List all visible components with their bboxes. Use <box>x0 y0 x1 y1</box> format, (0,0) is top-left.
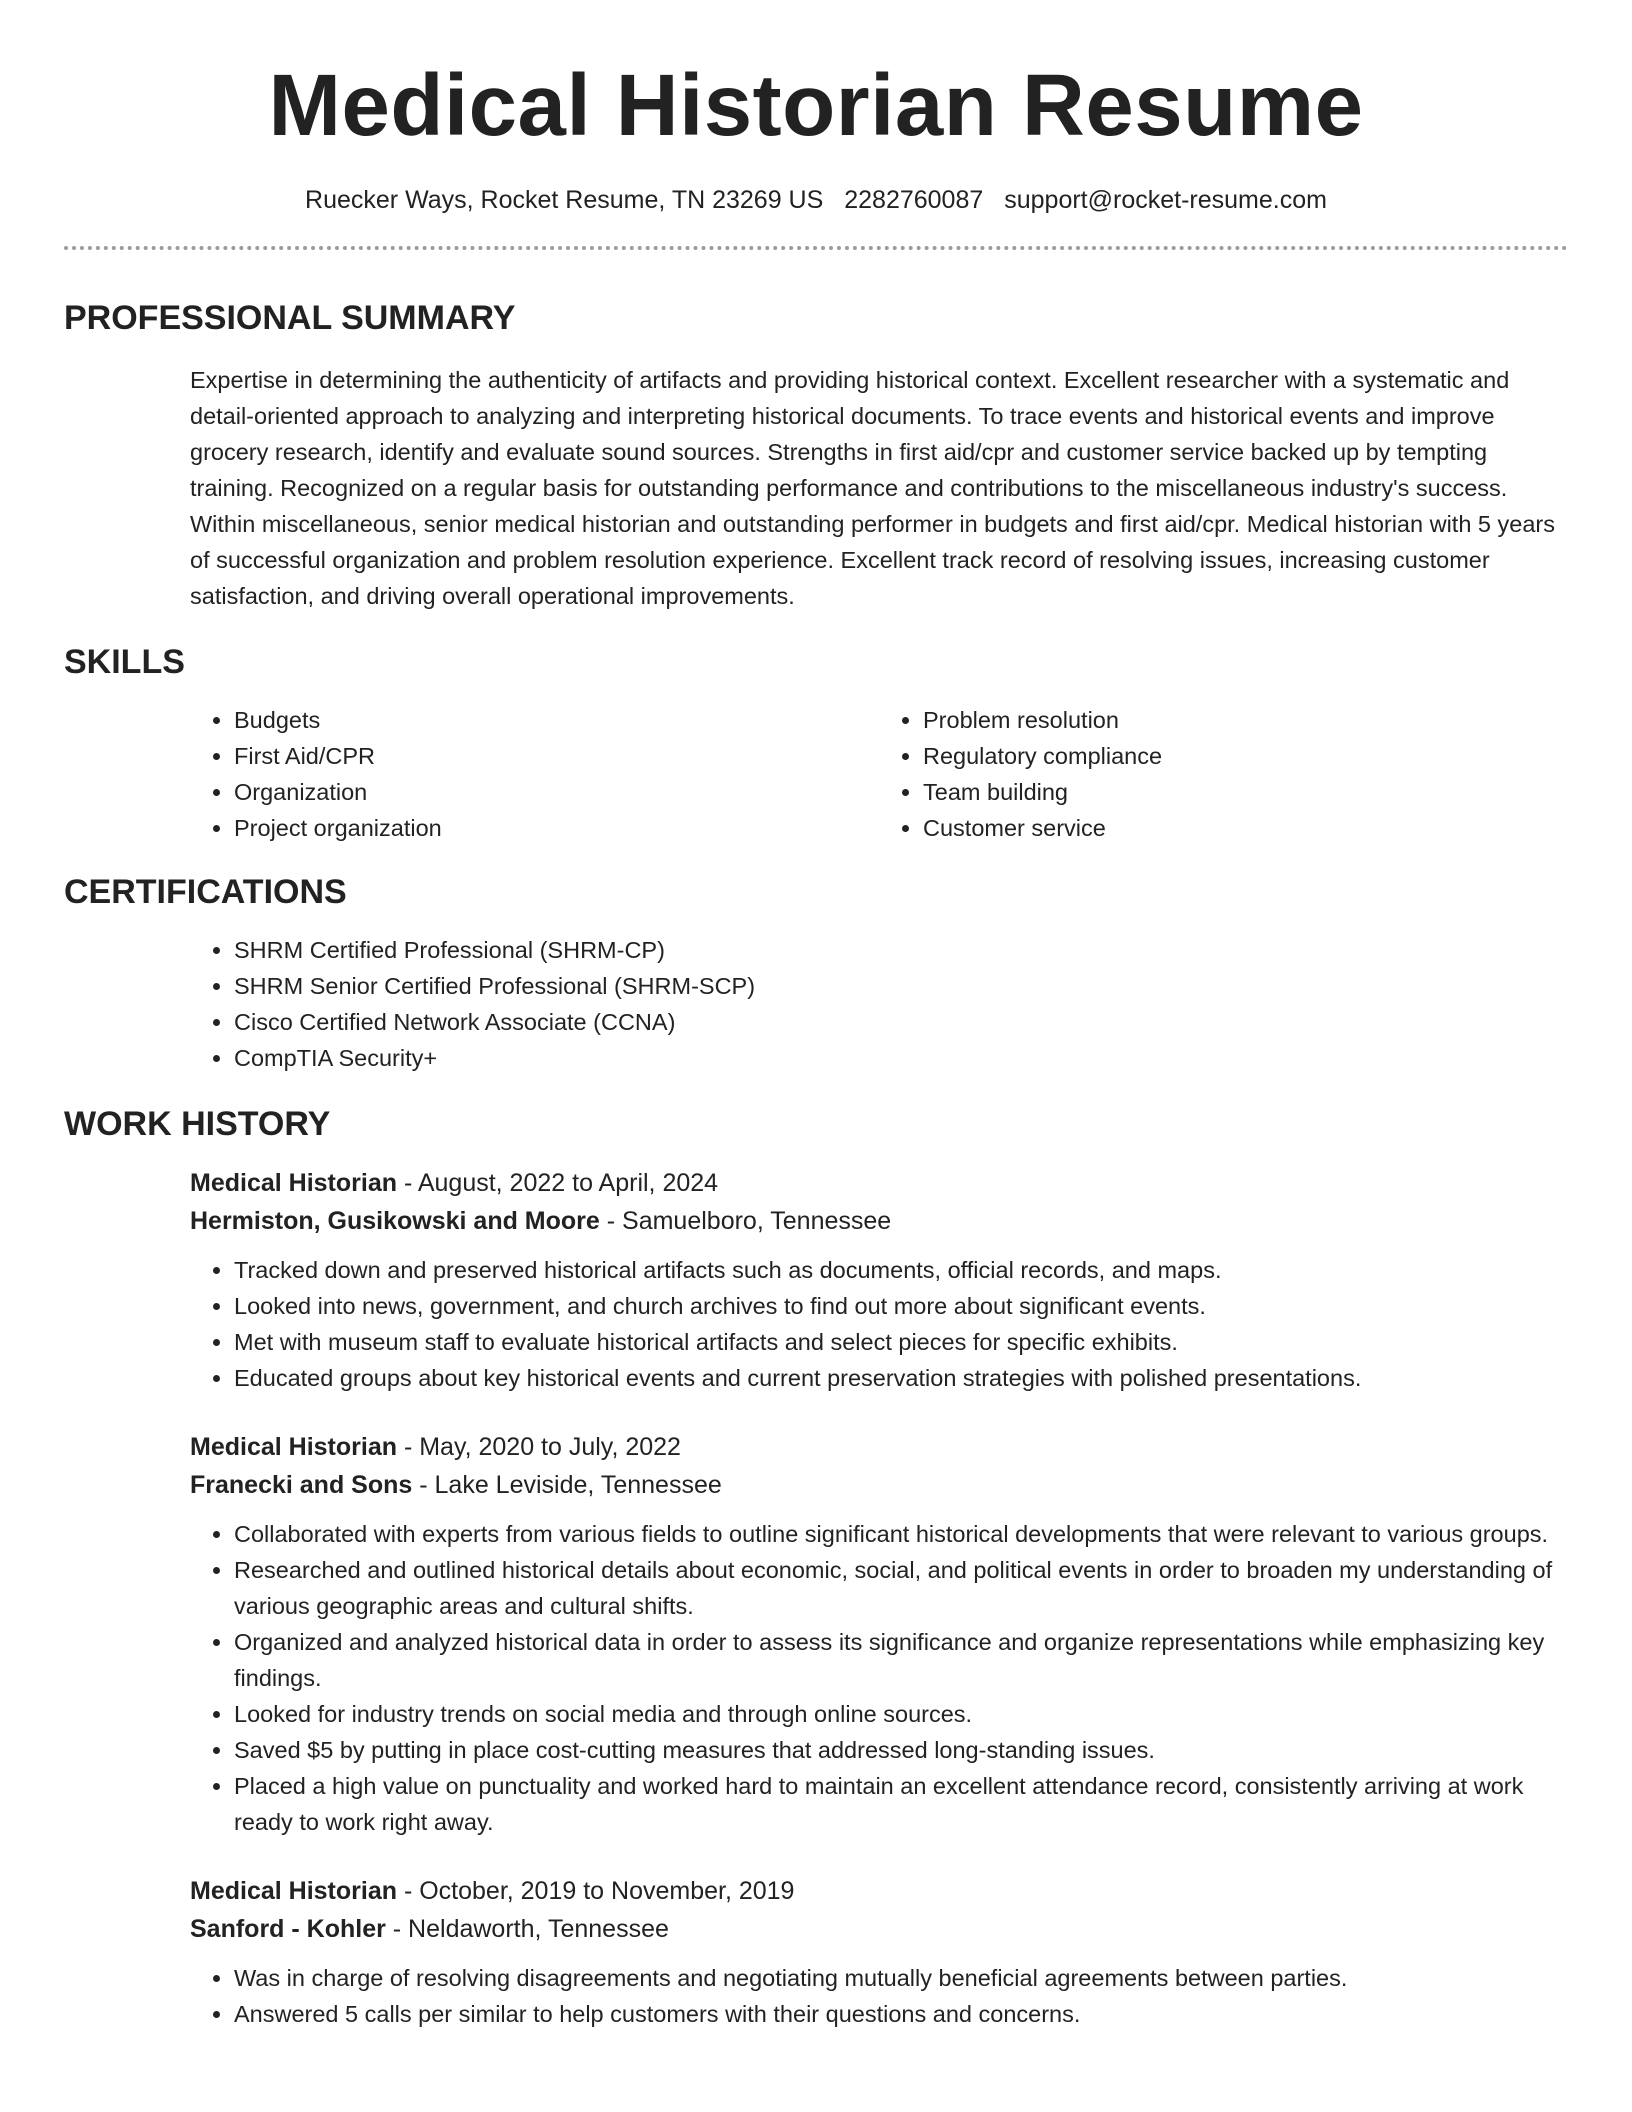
job-bullets <box>190 1516 1568 1840</box>
certifications-heading: CERTIFICATIONS <box>64 873 347 911</box>
skill-item: • Regulatory compliance <box>923 738 1568 774</box>
job-company: Sanford - Kohler <box>190 1915 386 1943</box>
skills-column-right <box>879 702 1568 846</box>
certifications-list <box>190 932 1568 1076</box>
job-bullet: • Answered 5 calls per similar to help customers with their questions and concerns. <box>234 1996 1568 2032</box>
summary-heading: PROFESSIONAL SUMMARY <box>64 299 516 337</box>
job-entry <box>190 1428 1568 1840</box>
job-bullet: • Placed a high value on punctuality and worked hard to maintain an excellent attendance record, consistently arriving at work ready to work right away. <box>234 1768 1568 1840</box>
job-bullets <box>190 1960 1568 2032</box>
job-company-line <box>190 1202 1568 1240</box>
job-bullet: • Was in charge of resolving disagreements and negotiating mutually beneficial agreements between parties. <box>234 1960 1568 1996</box>
job-title-line <box>190 1428 1568 1466</box>
contact-phone: 2282760087 <box>844 186 984 214</box>
skill-item: • Customer service <box>923 810 1568 846</box>
job-bullet: • Collaborated with experts from various fields to outline significant historical developments that were relevant to various groups. <box>234 1516 1568 1552</box>
job-bullet: • Researched and outlined historical details about economic, social, and political events in order to broaden my understanding of various geographic areas and cultural shifts. <box>234 1552 1568 1624</box>
skills-column-left <box>190 702 879 846</box>
job-bullet: • Met with museum staff to evaluate historical artifacts and select pieces for specific exhibits. <box>234 1324 1568 1360</box>
skill-item: • Project organization <box>234 810 879 846</box>
work-history-heading: WORK HISTORY <box>64 1105 331 1143</box>
job-dates: - May, 2020 to July, 2022 <box>397 1433 681 1461</box>
job-location: - Samuelboro, Tennessee <box>599 1207 892 1235</box>
resume-title: Medical Historian Resume <box>268 57 1364 154</box>
job-bullet: • Educated groups about key historical events and current preservation strategies with polished presentations. <box>234 1360 1568 1396</box>
skill-item: • Problem resolution <box>923 702 1568 738</box>
skills-heading: SKILLS <box>64 643 185 681</box>
job-company-line <box>190 1910 1568 1948</box>
job-bullet: • Saved $5 by putting in place cost-cutting measures that addressed long-standing issues. <box>234 1732 1568 1768</box>
certifications-ul <box>190 932 1568 1076</box>
job-company: Hermiston, Gusikowski and Moore <box>190 1207 600 1235</box>
job-location: - Lake Leviside, Tennessee <box>412 1471 722 1499</box>
job-company: Franecki and Sons <box>190 1471 413 1499</box>
job-bullet: • Organized and analyzed historical data in order to assess its significance and organize representations while emphasizing key findings. <box>234 1624 1568 1696</box>
job-company-line <box>190 1466 1568 1504</box>
job-title: Medical Historian <box>190 1169 397 1197</box>
job-title-line <box>190 1164 1568 1202</box>
summary-text: Expertise in determining the authenticity of artifacts and providing historical context. Excellent researcher with a systematic and detail-oriented approach to analyzing and interpreting historical documents. To trace events and historical events and improve grocery research, identify and evaluate sound sources. Strengths in first aid/cpr and customer service backed up by tempting training. Recognized on a regular basis for outstanding performance and contributions to the miscellaneous industry's success. Within miscellaneous, senior medical historian and outstanding performer in budgets and first aid/cpr. Medical historian with 5 years of successful organization and problem resolution experience. Excellent track record of resolving issues, increasing customer satisfaction, and driving overall operational improvements. <box>190 367 1555 609</box>
job-bullet: • Tracked down and preserved historical artifacts such as documents, official records, and maps. <box>234 1252 1568 1288</box>
job-location: - Neldaworth, Tennessee <box>385 1915 669 1943</box>
skill-item: • Team building <box>923 774 1568 810</box>
certification-item: • Cisco Certified Network Associate (CCNA) <box>234 1004 1568 1040</box>
job-title: Medical Historian <box>190 1877 397 1905</box>
skill-item: • Budgets <box>234 702 879 738</box>
job-bullet: • Looked into news, government, and church archives to find out more about significant events. <box>234 1288 1568 1324</box>
certification-item: • SHRM Senior Certified Professional (SHRM-SCP) <box>234 968 1568 1004</box>
job-dates: - August, 2022 to April, 2024 <box>397 1169 719 1197</box>
job-entry <box>190 1872 1568 2032</box>
job-title-line <box>190 1872 1568 1910</box>
skill-item: • Organization <box>234 774 879 810</box>
job-bullets <box>190 1252 1568 1396</box>
job-entry <box>190 1164 1568 1396</box>
contact-email: support@rocket-resume.com <box>1004 186 1327 214</box>
resume-page <box>64 0 1568 2032</box>
skills-list <box>190 702 1568 846</box>
job-dates: - October, 2019 to November, 2019 <box>397 1877 795 1905</box>
header-divider <box>64 246 1568 250</box>
job-bullet: • Looked for industry trends on social media and through online sources. <box>234 1696 1568 1732</box>
contact-address: Ruecker Ways, Rocket Resume, TN 23269 US <box>305 186 824 214</box>
certification-item: • SHRM Certified Professional (SHRM-CP) <box>234 932 1568 968</box>
contact-line <box>64 184 1568 216</box>
skill-item: • First Aid/CPR <box>234 738 879 774</box>
certification-item: • CompTIA Security+ <box>234 1040 1568 1076</box>
job-title: Medical Historian <box>190 1433 397 1461</box>
